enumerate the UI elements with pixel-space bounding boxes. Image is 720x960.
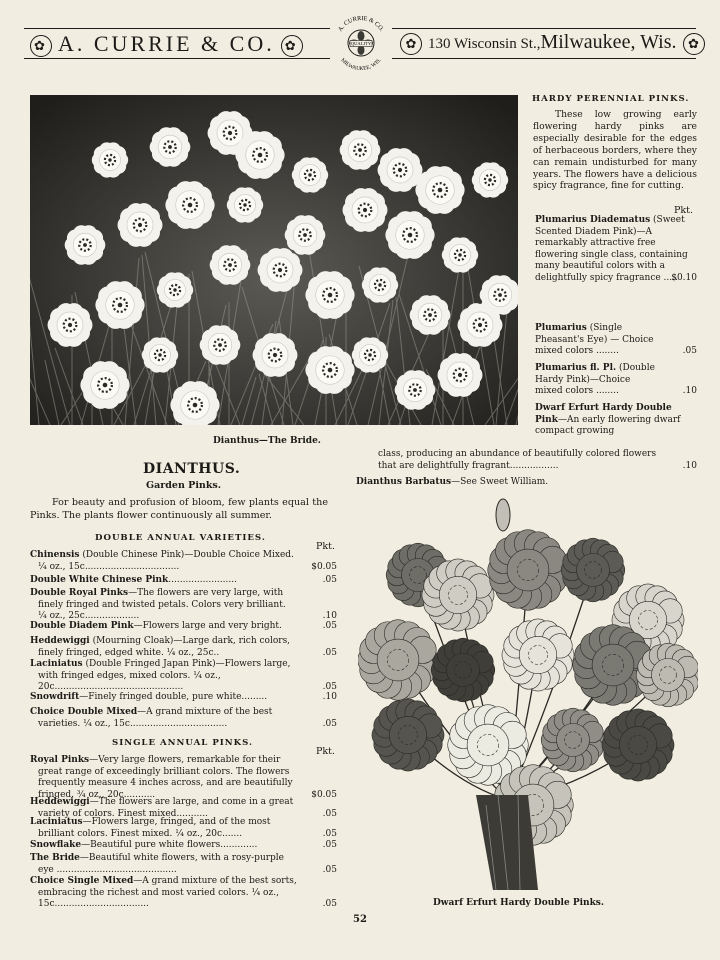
dianthus-intro: For beauty and profusion of bloom, few plants equal the Pinks. The plants flower continuously all summer. (30, 497, 328, 521)
photo-artwork (30, 95, 518, 425)
company-name: ✿A. CURRIE & CO.✿ (24, 31, 309, 57)
quality-seal-logo (330, 12, 392, 74)
perennial-item-dwarf: Dwarf Erfurt Hardy Double Pink—An early flowering dwarf compact growing (535, 403, 681, 436)
double-annual-title: DOUBLE ANNUAL VARIETIES. (95, 533, 266, 543)
illustration-artwork (358, 495, 698, 895)
rosette-icon (683, 33, 705, 55)
double-annual-item: Laciniatus (Double Fringed Japan Pink)—Flowers large, with fringed edges, mixed colors. ¼ oz., 20c............................................. .05 (30, 659, 337, 692)
single-annual-item: Royal Pinks—Very large flowers, remarkable for their great range of exceedingly brilliant colors. The flowers frequently measure 4 inches across, and are beautifully fringed. ¾ oz., 20c........... $0.05 (30, 755, 337, 800)
page-number: 52 (353, 914, 367, 925)
barbatus-reference: Dianthus Barbatus—See Sweet William. (356, 477, 549, 487)
single-annual-item: Heddewiggi—The flowers are large, and come in a great variety of colors. Finest mixed........... .05 (30, 797, 337, 819)
dwarf-erfurt-illustration (358, 495, 698, 895)
single-annual-pkt-label: Pkt. (316, 746, 335, 757)
single-annual-item: Laciniatus—Flowers large, fringed, and of the most brilliant colors. Finest mixed. ¼ oz., 20c....... .05 (30, 817, 337, 839)
double-annual-item: Choice Double Mixed—A grand mixture of the best varieties. ¼ oz., 15c.................................. .05 (30, 707, 337, 729)
double-annual-item: Double White Chinese Pink........................ .05 (30, 575, 337, 585)
rosette-icon (30, 35, 52, 57)
double-annual-pkt-label: Pkt. (316, 541, 335, 552)
dianthus-title: DIANTHUS. (143, 461, 241, 477)
svg-text:A. CURRIE & CO.: A. CURRIE & CO. (336, 14, 386, 33)
perennial-section-title: HARDY PERENNIAL PINKS. (532, 94, 690, 104)
single-annual-item: Choice Single Mixed—A grand mixture of the best sorts, embracing the richest and most varied colors. ¼ oz., 15c................................. .05 (30, 876, 337, 909)
perennial-intro: These low growing early flowering hardy pinks are especially desirable for the edges of herbaceous borders, where they can remain undisturbed for many years. The flowers have a delicious spicy fragrance, fine for cutting. (533, 109, 697, 192)
svg-text:MILWAUKEE, WIS.: MILWAUKEE, WIS. (339, 57, 383, 73)
single-annual-item: The Bride—Beautiful white flowers, with a rosy-purple eye .......................................... .05 (30, 853, 337, 875)
double-annual-item: Double Diadem Pink—Flowers large and very bright. .05 (30, 621, 337, 631)
double-annual-item: Snowdrift—Finely fringed double, pure white......... .10 (30, 692, 337, 702)
rosette-icon (281, 35, 303, 57)
perennial-item-dwarf-continued: class, producing an abundance of beautifully colored flowers that are delightfully fragrant................. .10 (378, 449, 697, 471)
single-annual-title: SINGLE ANNUAL PINKS. (112, 738, 254, 748)
photo-caption: Dianthus—The Bride. (213, 436, 321, 446)
single-annual-item: Snowflake—Beautiful pure white flowers............. .05 (30, 840, 337, 850)
perennial-pkt-label: Pkt. (674, 205, 693, 216)
company-address: ✿ 130 Wisconsin St.,Milwaukee, Wis.✿ (400, 31, 711, 55)
perennial-item: Plumarius Diadematus (Sweet Scented Diadem Pink)—A remarkably attractive free flowering single class, containing many beautiful colors with a delightfully spicy fragrance ..... $0.10 (535, 215, 697, 283)
perennial-item: Plumarius (Single Pheasant's Eye) — Choice mixed colors ........ .05 (535, 323, 697, 356)
perennial-item: Plumarius fl. Pl. (Double Hardy Pink)—Choice mixed colors ........ .10 (535, 363, 697, 396)
double-annual-item: Chinensis (Double Chinese Pink)—Double Choice Mixed. ¼ oz., 15c................................. $0.05 (30, 550, 337, 572)
svg-text:QUALITY: QUALITY (350, 41, 372, 47)
double-annual-item: Heddewiggi (Mourning Cloak)—Large dark, rich colors, finely fringed, edged white. ¼ oz., 25c.. .05 (30, 636, 337, 658)
rosette-icon (400, 33, 422, 55)
dianthus-subtitle: Garden Pinks. (146, 480, 222, 491)
double-annual-item: Double Royal Pinks—The flowers are very large, with finely fringed and twisted petals. Colors very brilliant. ¼ oz., 25c................... .10 (30, 588, 337, 621)
dianthus-bride-photo (30, 95, 518, 425)
illustration-caption: Dwarf Erfurt Hardy Double Pinks. (433, 898, 604, 908)
